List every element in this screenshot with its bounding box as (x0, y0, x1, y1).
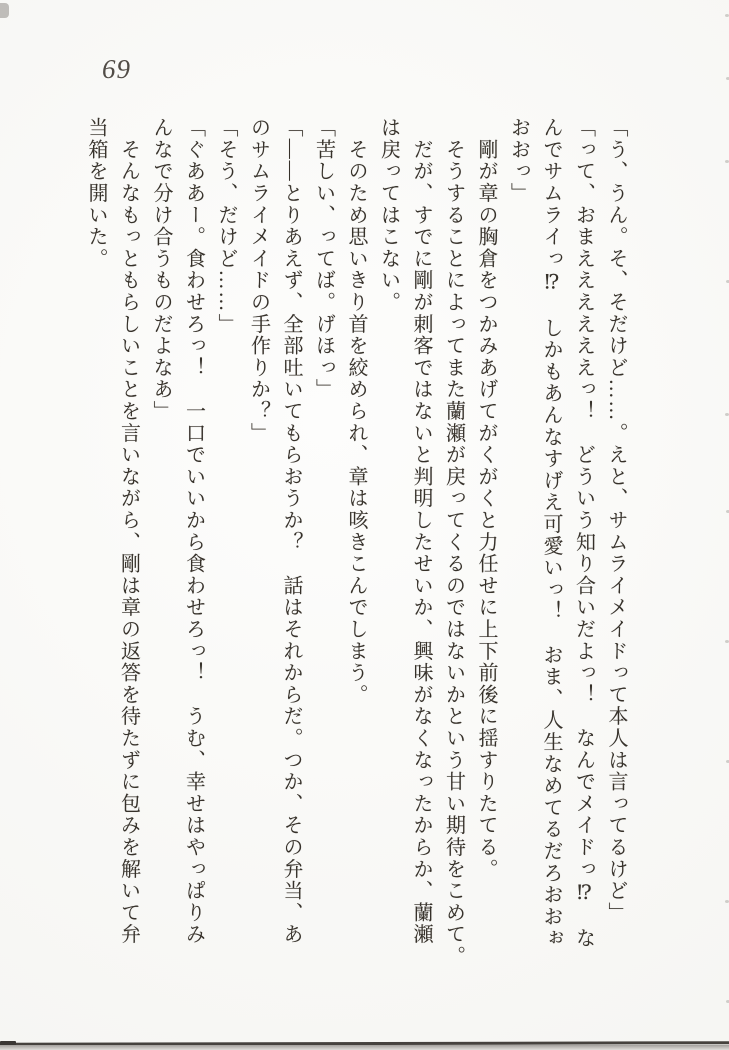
text-line: そんなもっともらしいことを言いながら、剛は章の返答を待たずに包みを解いて弁 (117, 117, 140, 946)
page-bottom-edge-shadow (0, 1045, 729, 1050)
text-line: のサムライメイドの手作りか？」 (247, 117, 270, 444)
text-line: 「そう、だけど……」 (215, 117, 237, 335)
page-number: 69 (102, 54, 131, 84)
scan-speck (725, 413, 729, 416)
text-line: 当箱を開いた。 (85, 117, 107, 270)
body-text (79, 117, 632, 968)
scan-speck (725, 160, 729, 163)
scan-speck (725, 640, 729, 643)
text-line: 剛が章の胸倉をつかみあげてがくがくと力任せに上下前後に揺すりたてる。 (475, 117, 497, 880)
text-line: は戻ってはこない。 (377, 117, 400, 314)
text-line: 「ぐああー。食わせろっ！ 一口でいいから食わせろっ！ うむ、幸せはやっぱりみ (182, 117, 205, 946)
text-line: 「苦しい、ってば。げほっ」 (312, 117, 335, 401)
text-line: 「――とりあえず、全部吐いてもらおうか？ 話はそれからだ。つか、その弁当、あ (280, 117, 302, 946)
text-line: おおっ」 (507, 117, 530, 205)
text-line: そのため思いきり首を絞められ、章は咳きこんでしまう。 (345, 117, 367, 706)
scan-corner-mark (0, 3, 9, 18)
text-line: んでサムライっ⁉ しかもあんなすげえ可愛いっ！ おま、人生なめてるだろおおぉ (540, 117, 562, 950)
text-line: 「って、おまええええええっ！ どういう知り合いだよっ！ なんでメイドっ⁉ な (572, 117, 595, 950)
scan-speck (725, 900, 729, 903)
scan-speck (725, 14, 729, 17)
text-line: だが、すでに剛が刺客ではないと判明したせいか、興味がなくなったからか、蘭瀬 (410, 117, 432, 946)
text-line: そうすることによってまた蘭瀬が戻ってくるのではないかという甘い期待をこめて。 (442, 117, 465, 968)
text-line: 「う、うん。そ、そだけど……。えと、サムライメイドって本人は言ってるけど」 (605, 117, 627, 924)
text-line: んなで分け合うものだよなあ」 (150, 117, 172, 423)
